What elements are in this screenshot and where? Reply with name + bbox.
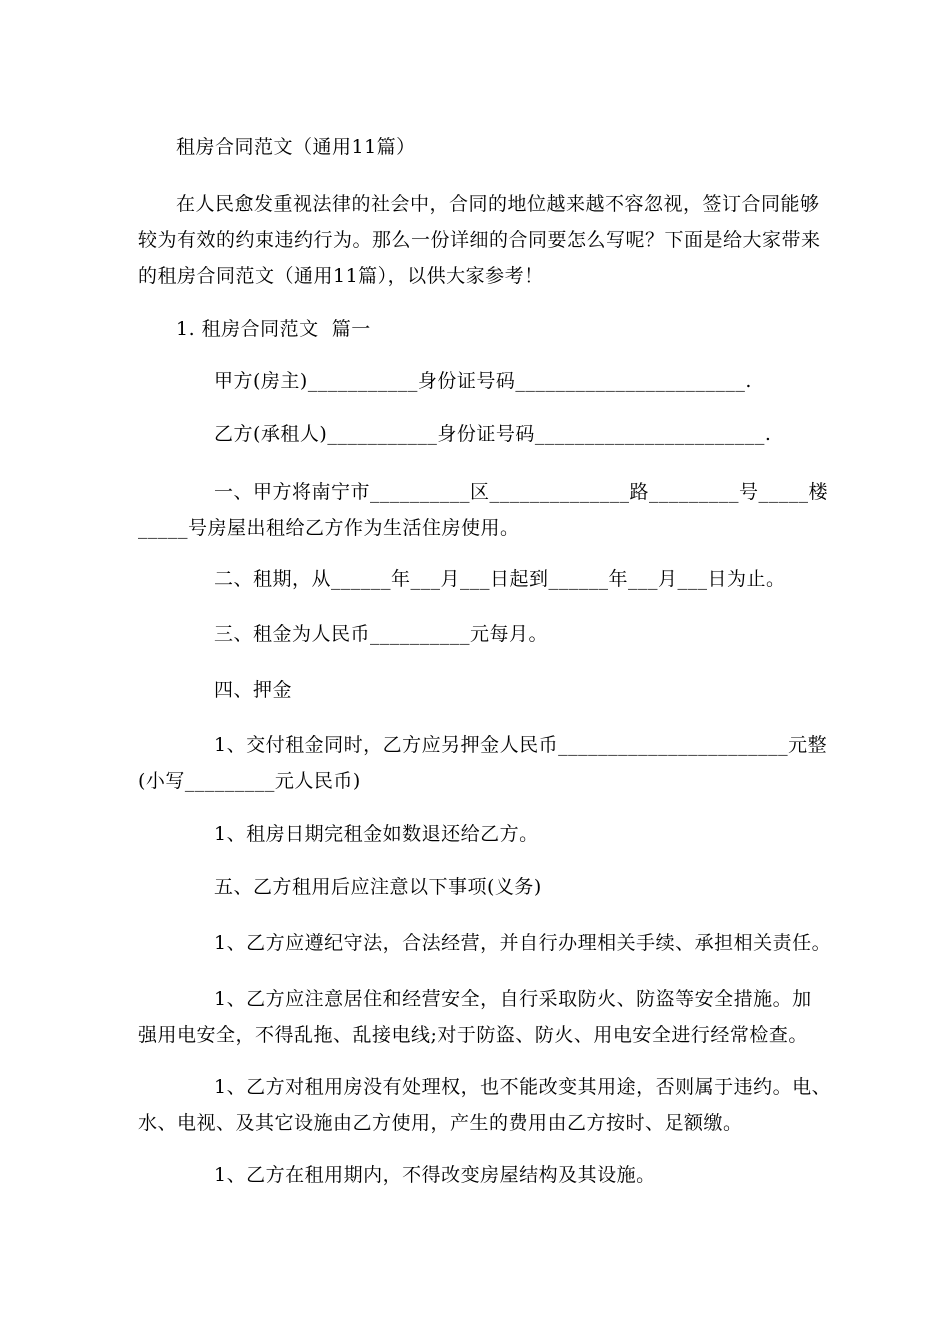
clause-5-item-3-line-2: 水、电视、及其它设施由乙方使用，产生的费用由乙方按时、足额缴。 [138,1112,743,1134]
clause-4-item-2-line: 1、租房日期完租金如数退还给乙方。 [214,823,539,845]
intro-line-2: 较为有效的约束违约行为。那么一份详细的合同要怎么写呢？下面是给大家带来 [138,229,821,251]
clause-1-line-1: 一、甲方将南宁市__________区______________路_________号_____楼 [214,481,829,503]
clause-3-line: 三、租金为人民币__________元每月。 [214,623,549,645]
clause-5-item-1-line: 1、乙方应遵纪守法，合法经营，并自行办理相关手续、承担相关责任。 [214,932,832,954]
intro-line-1: 在人民愈发重视法律的社会中，合同的地位越来越不容忽视，签订合同能够 [176,193,820,215]
clause-4-item-1-line-2: (小写_________元人民币) [138,770,361,792]
clause-5-item-4-line: 1、乙方在租用期内，不得改变房屋结构及其设施。 [214,1164,656,1186]
clause-5-item-2-line-2: 强用电安全，不得乱拖、乱接电线;对于防盗、防火、用电安全进行经常检查。 [138,1024,808,1046]
clause-4-heading: 四、押金 [214,679,293,701]
clause-1-line-2: _____号房屋出租给乙方作为生活住房使用。 [138,517,520,539]
intro-line-3: 的租房合同范文（通用11篇），以供大家参考！ [138,265,544,287]
clause-5-item-3-line-1: 1、乙方对租用房没有处理权，也不能改变其用途，否则属于违约。电、 [214,1076,832,1098]
party-b-line: 乙方(承租人)___________身份证号码_______________________. [214,423,772,445]
document-title: 租房合同范文（通用11篇） [176,136,416,158]
section-heading: 1. 租房合同范文 篇一 [176,318,371,340]
clause-5-item-2-line-1: 1、乙方应注意居住和经营安全，自行采取防火、防盗等安全措施。加 [214,988,812,1010]
clause-2-line: 二、租期，从______年___月___日起到______年___月___日为止。 [214,568,786,590]
party-a-line: 甲方(房主)___________身份证号码_______________________. [214,370,752,392]
clause-5-heading: 五、乙方租用后应注意以下事项(义务) [214,876,542,898]
clause-4-item-1-line-1: 1、交付租金同时，乙方应另押金人民币_______________________元整 [214,734,828,756]
